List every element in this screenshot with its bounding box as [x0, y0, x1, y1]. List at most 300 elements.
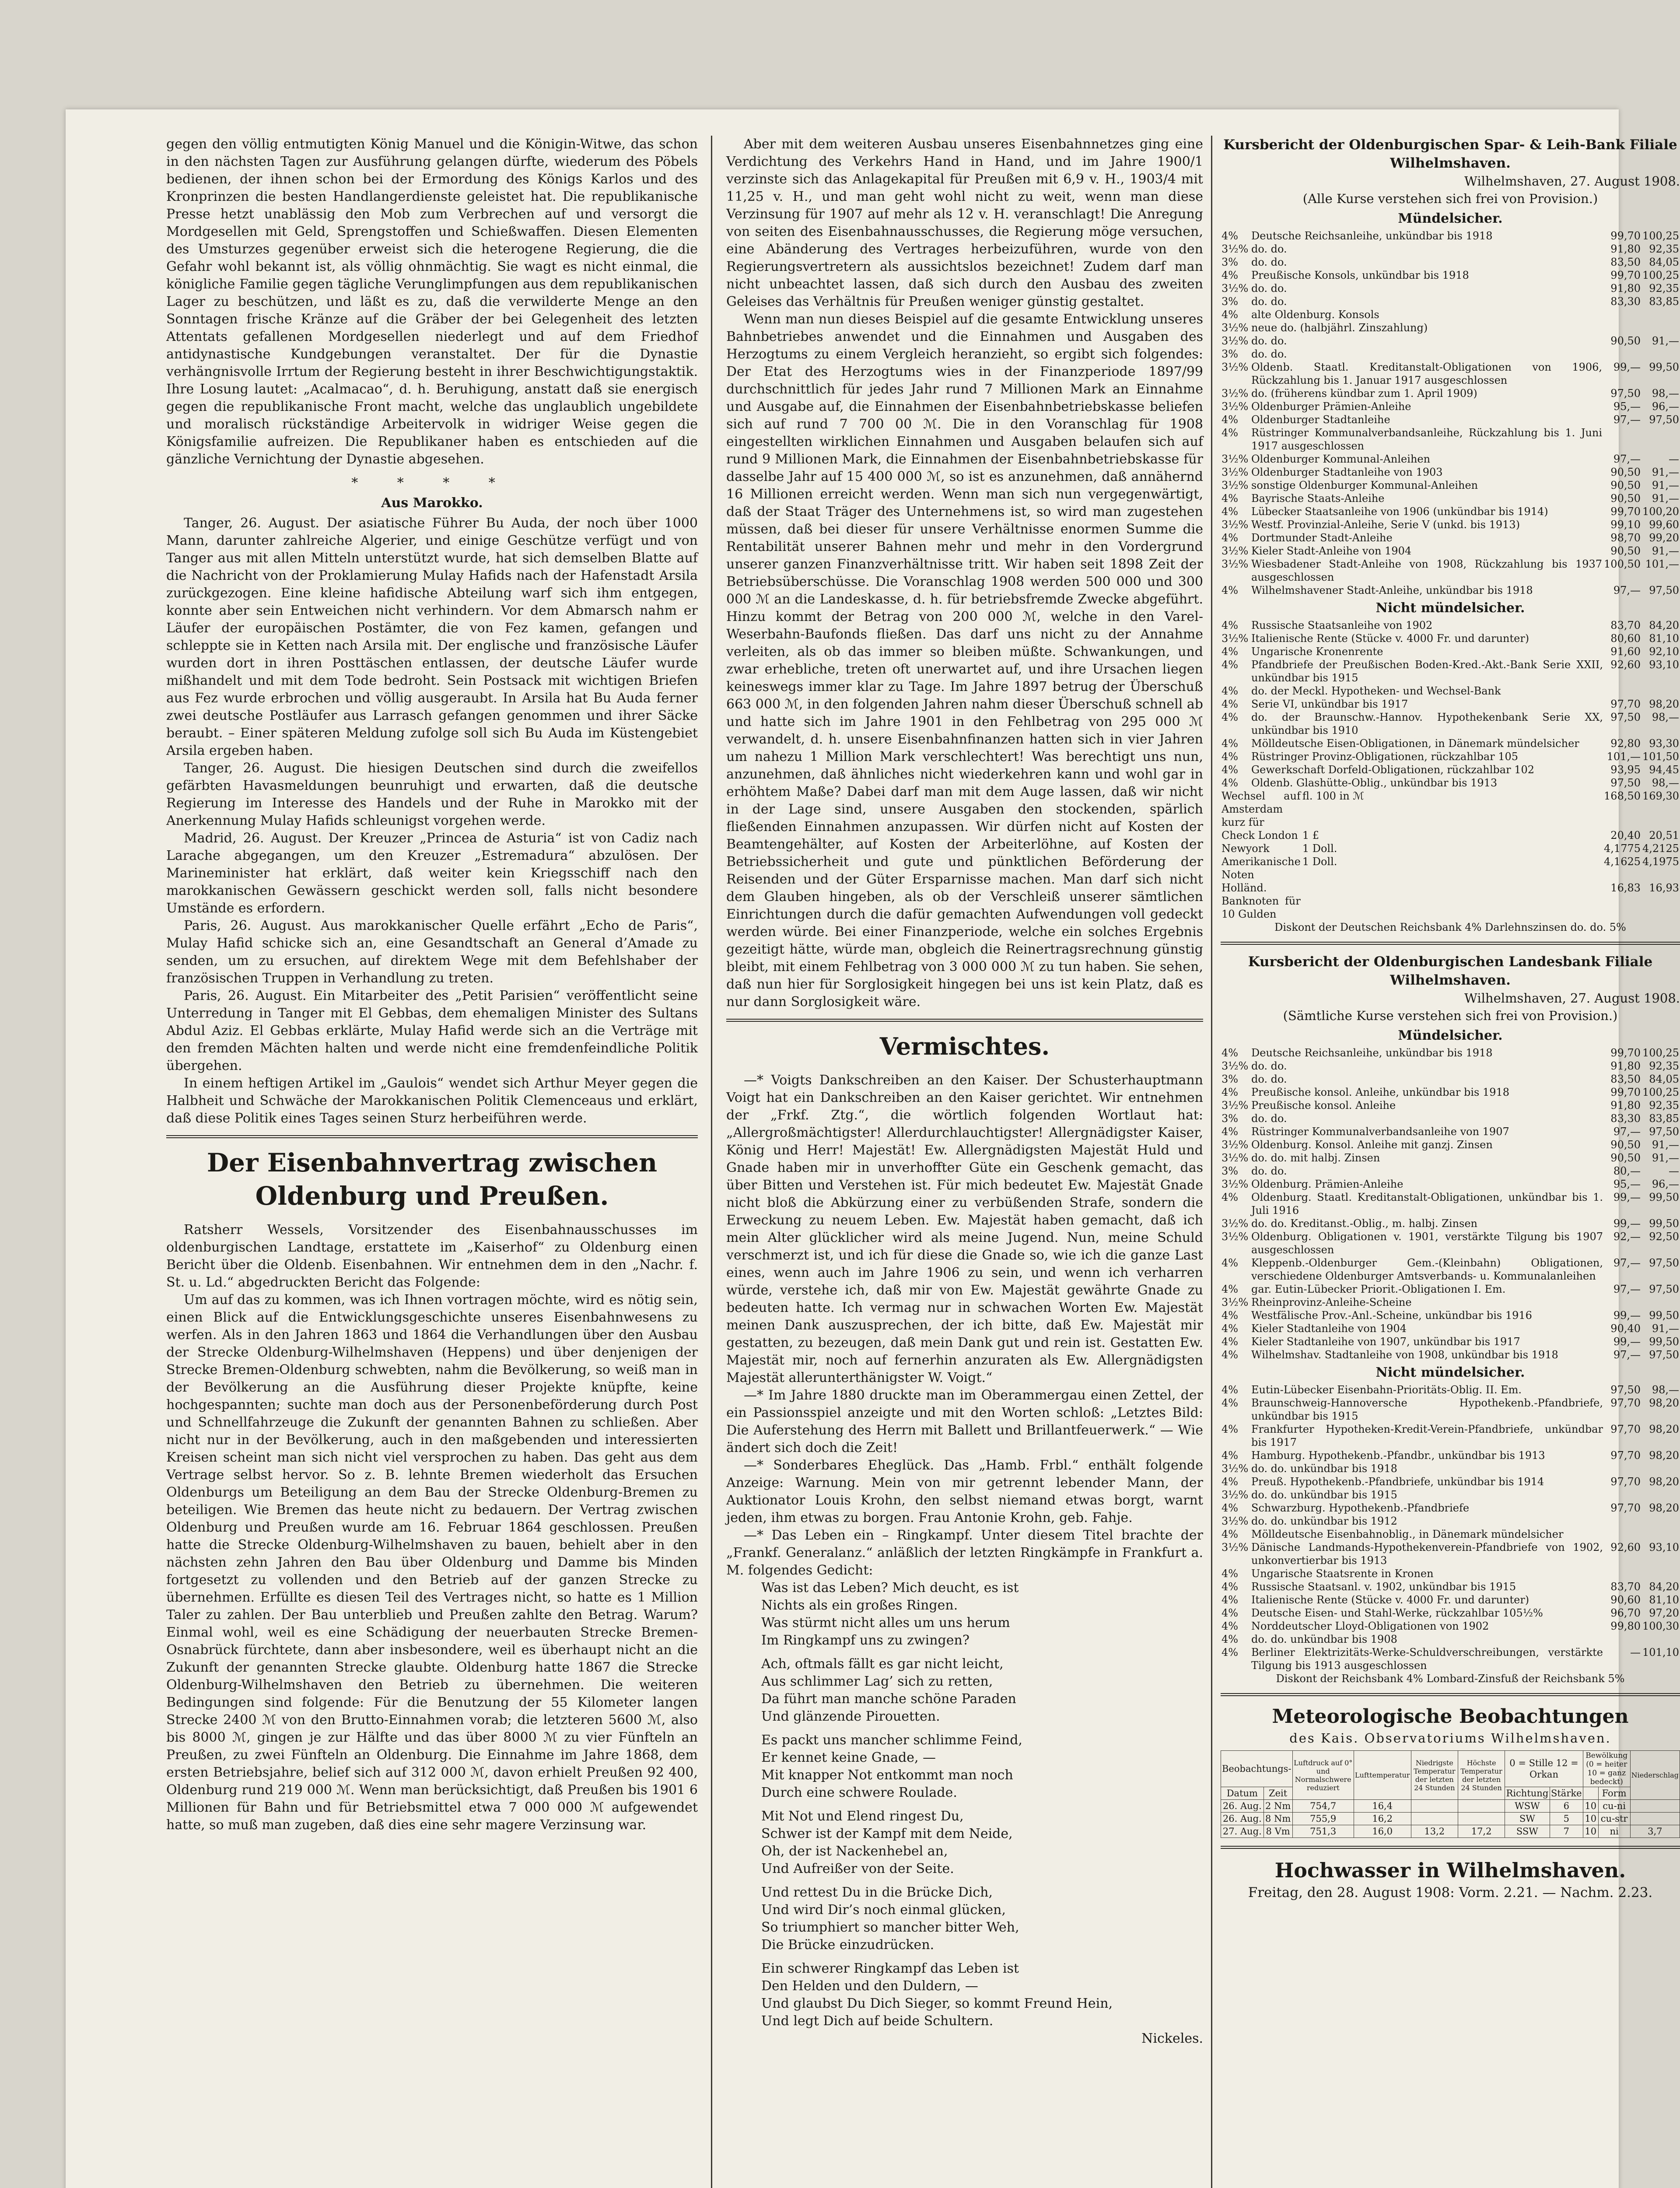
- eisenbahn-paragraph: Aber mit dem weiteren Ausbau unseres Eisenbahnnetzes ging eine Verdichtung des Verkehrs Hand in Hand, und im Jahre 1900/1 verzinste sich das Anlagekapital für Preußen mit 6,9 v. H., 1903/4 mit 11,25 v. H., und man geht wohl nicht zu weit, wenn man diese Verzinsung für 1907 auf mehr als 12 v. H. veranschlagt! Die Anregung von seiten des Eisenbahnausschusses, die Regierung möge versuchen, eine Abänderung des Vertrages herbeizuführen, wurde von den Regierungsvertretern als aussichtslos bezeichnet! Zudem darf man nicht unbeachtet lassen, daß sich durch den Ausbau des zweiten Geleises das Verhältnis für Preußen weniger günstig gestaltet.: [726, 137, 1203, 309]
- rate-cell: Amerikanische Noten: [1222, 856, 1301, 881]
- column-2: [726, 136, 1203, 2048]
- rate-cell: 3%: [1222, 1073, 1239, 1085]
- price-cell: 100,30: [1642, 1620, 1679, 1632]
- kurs-row: [1221, 1383, 1680, 1396]
- price-cell: 91,—: [1652, 1152, 1679, 1164]
- rate-cell: 4%: [1222, 1620, 1239, 1632]
- rate-cell: 4%: [1222, 750, 1239, 763]
- security-name: do. der Meckl. Hypotheken- und Wechsel-Bank: [1251, 685, 1501, 697]
- met-header-form: Form: [1598, 1787, 1630, 1800]
- marokko-article: [166, 515, 698, 1127]
- security-name: Wiesbadener Stadt-Anleihe von 1908, Rückzahlung bis 1937 ausgeschlossen: [1251, 558, 1603, 583]
- security-name: Wilhelmshav. Stadtanleihe von 1908, unkündbar bis 1918: [1251, 1349, 1558, 1361]
- rate-cell: 4%: [1222, 1322, 1239, 1335]
- rate-cell: 4%: [1222, 659, 1239, 671]
- security-name: Deutsche Eisen- und Stahl-Werke, rückzahlbar 105½%: [1251, 1607, 1543, 1619]
- rate-cell: 4%: [1222, 1047, 1239, 1059]
- kurs-row: [1221, 1322, 1680, 1335]
- price-cell: 90,50: [1610, 466, 1641, 478]
- meteorology-cell: SSW: [1505, 1825, 1550, 1838]
- rate-cell: 4%: [1222, 309, 1239, 321]
- eisenbahn-article: [166, 1221, 698, 1834]
- meteorology-cell: 755,9: [1292, 1813, 1354, 1825]
- price-cell: 93,10: [1649, 1541, 1679, 1553]
- rate-cell: 4%: [1222, 1567, 1239, 1580]
- kursbericht-1-table-nicht: [1221, 619, 1680, 789]
- kurs-row: [1221, 282, 1680, 295]
- meteorology-cell: 754,7: [1292, 1800, 1354, 1813]
- kurs-row: [1221, 426, 1680, 452]
- poem-line: Es packt uns mancher schlimme Feind,: [761, 1732, 1022, 1748]
- security-name: Norddeutscher Lloyd-Obligationen von 1902: [1251, 1620, 1489, 1632]
- price-cell: 98,70: [1610, 532, 1641, 544]
- security-name: Oldenburger Kommunal-Anleihen: [1251, 453, 1431, 465]
- price-cell: 97,50: [1610, 777, 1641, 789]
- price-cell: 91,80: [1610, 1060, 1641, 1072]
- security-name: do. do. unkündbar bis 1915: [1251, 1489, 1397, 1501]
- rate-cell: 3½%: [1222, 282, 1249, 295]
- price-cell: [1642, 1633, 1680, 1646]
- meteorology-cell: cu-ni: [1598, 1800, 1630, 1813]
- meteorology-cell: 16,0: [1354, 1825, 1411, 1838]
- price-cell: 98,20: [1649, 1476, 1679, 1488]
- price-cell: [1642, 1462, 1680, 1475]
- security-name: 1 Doll.: [1302, 856, 1337, 868]
- eisenbahn-continuation: [726, 136, 1203, 1011]
- rate-cell: 4%: [1222, 1349, 1239, 1361]
- security-name: do. der Braunschw.-Hannov. Hypothekenbank Serie XX, unkündbar bis 1910: [1251, 711, 1603, 736]
- rate-cell: 3½%: [1222, 322, 1249, 334]
- meteorology-table: [1221, 1750, 1680, 1838]
- wechsel-row: [1221, 829, 1680, 842]
- kursbericht-1-diskont: Diskont der Deutschen Reichsbank 4% Darlehnszinsen do. do. 5%: [1274, 921, 1626, 933]
- rate-cell: 4%: [1222, 711, 1239, 723]
- rate-cell: 4%: [1222, 619, 1239, 631]
- met-header-staerke: Stärke: [1550, 1787, 1583, 1800]
- marokko-paragraph: Paris, 26. August. Ein Mitarbeiter des „Petit Parisien“ veröffentlicht seine Unterredung in Tanger mit El Gebbas, dem ehemaligen Minister des Sultans Abdul Aziz. El Gebbas erklärte, Mulay Hafid werde sich an die Verträge mit den fremden Mächten halten und werde nicht eine fremdenfeindliche Politik übergehen.: [166, 988, 698, 1073]
- kurs-row: [1221, 1191, 1680, 1217]
- security-name: Oldenburger Stadtanleihe: [1251, 414, 1390, 426]
- rate-cell: 4%: [1222, 1581, 1239, 1593]
- section-stars: * * * *: [351, 475, 513, 491]
- security-name: Preußische konsol. Anleihe, unkündbar bis 1918: [1251, 1086, 1510, 1098]
- kurs-row: [1221, 619, 1680, 632]
- rate-cell: 4%: [1222, 1191, 1239, 1203]
- poem-line: Und legt Dich auf beide Schultern.: [761, 2013, 994, 2029]
- price-cell: 92,35: [1649, 243, 1679, 255]
- vermischtes-paragraph: —* Voigts Dankschreiben an den Kaiser. Der Schusterhauptmann Voigt hat ein Dankschreiben an den Kaiser gerichtet. Wir entnehmen der „Frkf. Ztg.“, die wörtlich folgenden Wortlaut hat: „Allergroßmächtigster! Allerdurchlauchtigster! Allergnädigster Kaiser, König und Herr! Majestät! Ew. Allergnädigsten Majestät Huld und Gnade haben mir in unverhoffter Güte ein Geschenk gemacht, das über Bitten und Verstehen ist. Für mich bedeutet Ew. Majestät Gnade nicht bloß die Abkürzung einer zu verbüßenden Strafe, sondern die Erweckung zu neuem Leben. Ew. Majestät haben gemacht, daß ich mein Alter glücklicher wird als meine Jugend. Nun, meine Schuld verschmerzt ist, und ich für diese die Gnade so, wie ich die ganze Last eines, wenn auch im Jahre 1906 zu sein, und wenn ich verharren würde, verstehe ich, daß mir von Ew. Majestät gewährte Gnade zu bedeuten hatte. Ich vermag nur in schwachen Worten Ew. Majestät meinen Dank auszusprechen, der ich bitte, daß Ew. Majestät mir gestatten, zu bezeugen, daß mein Dank gut und rein ist. Gestatten Ew. Majestät mir, noch auf fernerhin anzuraten als Ew. Allergnädigsten Majestät allerunterthänigster W. Voigt.“: [726, 1073, 1203, 1385]
- security-name: Westf. Provinzial-Anleihe, Serie V (unkd. bis 1913): [1251, 519, 1520, 531]
- column-separator: [1211, 136, 1212, 2188]
- price-cell: 97,70: [1610, 1397, 1641, 1409]
- price-cell: 95,—: [1613, 400, 1641, 413]
- rate-cell: 3½%: [1222, 519, 1249, 531]
- price-cell: [1642, 1515, 1680, 1528]
- rate-cell: 3½%: [1222, 1541, 1249, 1553]
- hochwasser-title: Hochwasser in Wilhelmshaven.: [1274, 1858, 1626, 1882]
- price-cell: —: [1669, 453, 1679, 465]
- price-cell: [1603, 321, 1642, 334]
- security-name: Kieler Stadt-Anleihe von 1904: [1251, 545, 1412, 557]
- price-cell: 99,60: [1649, 519, 1679, 531]
- rate-cell: 4%: [1222, 505, 1239, 518]
- vermischtes-title: Vermischtes.: [879, 1032, 1050, 1060]
- kursbericht-1-date: Wilhelmshaven, 27. August 1908.: [1464, 174, 1680, 189]
- rate-cell: 4%: [1222, 1528, 1239, 1540]
- kurs-row: [1221, 737, 1680, 750]
- column-1: [166, 136, 698, 1834]
- security-name: Gewerkschaft Dorfeld-Obligationen, rückzahlbar 102: [1251, 764, 1535, 776]
- security-name: Rüstringer Provinz-Obligationen, rückzahlbar 105: [1251, 750, 1519, 763]
- price-cell: [1642, 1528, 1680, 1541]
- meteorology-cell: [1411, 1800, 1458, 1813]
- price-cell: 97,50: [1610, 711, 1641, 723]
- kurs-row: [1221, 479, 1680, 492]
- rate-cell: 4%: [1222, 1283, 1239, 1295]
- security-name: do. do.: [1251, 335, 1287, 347]
- price-cell: [1642, 1488, 1680, 1501]
- meteorology-cell: 16,2: [1354, 1813, 1411, 1825]
- price-cell: 99,—: [1613, 1191, 1641, 1203]
- security-name: Preuß. Hypothekenb.-Pfandbriefe, unkündbar bis 1914: [1251, 1476, 1544, 1488]
- security-name: Lübecker Staatsanleihe von 1906 (unkündbar bis 1914): [1251, 505, 1548, 518]
- security-name: Kieler Stadtanleihe von 1907, unkündbar bis 1917: [1251, 1336, 1520, 1348]
- rate-cell: 4%: [1222, 492, 1239, 505]
- security-name: Rüstringer Kommunalverbandsanleihe von 1907: [1251, 1126, 1509, 1138]
- kurs-row: [1221, 505, 1680, 518]
- price-cell: [1604, 1567, 1642, 1580]
- kurs-row: [1221, 1593, 1680, 1606]
- kurs-row: [1221, 361, 1680, 387]
- security-name: Preußische konsol. Anleihe: [1251, 1099, 1396, 1112]
- newspaper-page: [66, 109, 1680, 2188]
- meteorology-cell: [1458, 1800, 1505, 1813]
- price-cell: 97,50: [1649, 1257, 1679, 1269]
- rate-cell: 3½%: [1222, 479, 1249, 491]
- price-cell: 99,50: [1649, 1309, 1679, 1322]
- kurs-row: [1221, 1475, 1680, 1488]
- kurs-row: [1221, 1164, 1680, 1178]
- security-name: do. do.: [1251, 243, 1287, 255]
- kurs-row: [1221, 295, 1680, 308]
- security-name: Oldenb. Staatl. Kreditanstalt-Obligationen von 1906, Rückzahlung bis 1. Januar 1917 ausgeschlossen: [1251, 361, 1603, 386]
- met-header-min: Niedrigste Temperatur der letzten 24 Stunden: [1411, 1751, 1458, 1800]
- security-name: [1302, 881, 1603, 921]
- met-header-luftdruck: Luftdruck auf 0° und Normalschwere reduziert: [1292, 1751, 1354, 1800]
- kursbericht-1-table-wechsel: [1221, 789, 1680, 921]
- kurs-row: [1221, 1646, 1680, 1672]
- price-cell: 98,20: [1649, 1397, 1679, 1409]
- kurs-row: [1221, 1230, 1680, 1256]
- price-cell: [1604, 1515, 1642, 1528]
- price-cell: 92,60: [1610, 659, 1641, 671]
- kurs-row: [1221, 452, 1680, 466]
- price-cell: [1604, 684, 1642, 698]
- price-cell: 90,50: [1610, 1139, 1641, 1151]
- security-name: Rheinprovinz-Anleihe-Scheine: [1251, 1296, 1412, 1308]
- kurs-row: [1221, 400, 1680, 413]
- met-header-grad: [1583, 1787, 1598, 1800]
- price-cell: 101,—: [1606, 750, 1641, 763]
- kurs-row: [1221, 1423, 1680, 1449]
- wechsel-row: [1221, 881, 1680, 921]
- rate-cell: 4%: [1222, 269, 1239, 281]
- rate-cell: 4%: [1222, 1607, 1239, 1619]
- price-cell: 83,50: [1610, 256, 1641, 268]
- kurs-row: [1221, 1309, 1680, 1322]
- kurs-row: [1221, 387, 1680, 400]
- price-cell: 99,50: [1649, 1217, 1679, 1230]
- rate-cell: 4%: [1222, 1633, 1239, 1645]
- security-name: Wilhelmshavener Stadt-Anleihe, unkündbar bis 1918: [1251, 584, 1533, 596]
- price-cell: 99,70: [1610, 230, 1641, 242]
- kurs-row: [1221, 711, 1680, 737]
- rate-cell: 4%: [1222, 1397, 1239, 1409]
- security-name: Mölldeutsche Eisenbahnoblig., in Dänemark mündelsicher: [1251, 1528, 1564, 1540]
- security-name: Frankfurter Hypotheken-Kredit-Verein-Pfandbriefe, unkündbar bis 1917: [1251, 1423, 1603, 1448]
- poem-line: Und wird Dir’s noch einmal glücken,: [761, 1902, 1006, 1918]
- poem-line: Er kennet keine Gnade, —: [761, 1750, 936, 1765]
- price-cell: 91,—: [1652, 466, 1679, 478]
- kurs-row: [1221, 544, 1680, 558]
- kursbericht-2-diskont: Diskont der Reichsbank 4% Lombard-Zinsfuß der Reichsbank 5%: [1276, 1673, 1625, 1685]
- kurs-row: [1221, 1620, 1680, 1633]
- eisenbahn-title: Der Eisenbahnvertrag zwischen Oldenburg und Preußen.: [206, 1148, 658, 1211]
- meteorology-cell: ni: [1598, 1825, 1630, 1838]
- rate-cell: 3½%: [1222, 1099, 1249, 1112]
- price-cell: 99,50: [1649, 1336, 1679, 1348]
- kurs-row: [1221, 1335, 1680, 1348]
- security-name: do. do.: [1251, 1060, 1287, 1072]
- price-cell: 98,—: [1652, 777, 1679, 789]
- met-header-niederschlag: Niederschlag: [1630, 1751, 1680, 1800]
- price-cell: 99,70: [1610, 1086, 1641, 1098]
- kurs-row: [1221, 684, 1680, 698]
- meteorology-cell: SW: [1505, 1813, 1550, 1825]
- price-cell: [1642, 426, 1680, 452]
- security-name: Oldenb. Glashütte-Oblig., unkündbar bis 1913: [1251, 777, 1498, 789]
- rate-cell: 4%: [1222, 414, 1239, 426]
- price-cell: 100,20: [1642, 505, 1679, 518]
- meteorology-cell: [1630, 1800, 1680, 1813]
- price-cell: 90,50: [1610, 335, 1641, 347]
- poem-line: Ein schwerer Ringkampf das Leben ist: [761, 1961, 1019, 1976]
- rate-cell: Newyork: [1222, 842, 1270, 855]
- kurs-row: [1221, 1151, 1680, 1164]
- vermischtes-paragraph: —* Sonderbares Eheglück. Das „Hamb. Frbl.“ enthält folgende Anzeige: Warnung. Mein von mir getrennt lebender Mann, der Auktionator Louis Krohn, den selbst niemand etwas borgt, warnt jeden, ihm etwas zu borgen. Frau Antonie Krohn, geb. Fahje.: [726, 1458, 1203, 1525]
- kursbericht-1-section-nicht: Nicht mündelsicher.: [1376, 600, 1525, 616]
- price-cell: 97,20: [1649, 1607, 1679, 1619]
- price-cell: 100,25: [1642, 1047, 1679, 1059]
- poem-line: Und glaubst Du Dich Sieger, so kommt Freund Hein,: [761, 1996, 1113, 2011]
- meteorology-row: [1221, 1800, 1680, 1813]
- price-cell: 92,35: [1649, 282, 1679, 295]
- kurs-row: [1221, 229, 1680, 242]
- kurs-row: [1221, 1178, 1680, 1191]
- meteorology-cell: 26. Aug.: [1221, 1800, 1264, 1813]
- kursbericht-2-table-nicht: [1221, 1383, 1680, 1672]
- security-name: gar. Eutin-Lübecker Priorit.-Obligationen I. Em.: [1251, 1283, 1506, 1295]
- meteorology-title: Meteorologische Beobachtungen: [1272, 1705, 1629, 1728]
- price-cell: 97,70: [1610, 698, 1641, 710]
- price-cell: 97,70: [1610, 1423, 1641, 1435]
- security-name: Westfälische Prov.-Anl.-Scheine, unkündbar bis 1916: [1251, 1309, 1532, 1322]
- kurs-row: [1221, 1462, 1680, 1475]
- rate-cell: 3½%: [1222, 1178, 1249, 1190]
- poem: [726, 1579, 1203, 2030]
- security-name: Dänische Landmands-Hypothekenverein-Pfandbriefe von 1902, unkonvertierbar bis 1913: [1251, 1541, 1603, 1567]
- rate-cell: 3½%: [1222, 335, 1249, 347]
- rate-cell: 3½%: [1222, 1515, 1249, 1527]
- kurs-row: [1221, 645, 1680, 658]
- price-cell: 95,—: [1613, 1178, 1641, 1190]
- kurs-row: [1221, 1567, 1680, 1580]
- price-cell: 4,2125: [1642, 842, 1679, 855]
- price-cell: 83,50: [1610, 1073, 1641, 1085]
- meteorology-cell: 26. Aug.: [1221, 1813, 1264, 1825]
- kurs-row: [1221, 1125, 1680, 1138]
- security-name: Rüstringer Kommunalverbandsanleihe, Rückzahlung bis 1. Juni 1917 ausgeschlossen: [1251, 427, 1603, 452]
- poem-line: Oh, der ist Nackenhebel an,: [761, 1844, 948, 1859]
- price-cell: 99,—: [1613, 1309, 1641, 1322]
- security-name: do. do.: [1251, 295, 1287, 308]
- rate-cell: 3½%: [1222, 1139, 1249, 1151]
- price-cell: 93,10: [1649, 659, 1679, 671]
- poem-line: Was ist das Leben? Mich deucht, es ist: [761, 1580, 1019, 1595]
- price-cell: 92,—: [1613, 1231, 1641, 1243]
- price-cell: 20,40: [1610, 829, 1641, 842]
- rate-cell: 3½%: [1222, 1231, 1249, 1243]
- marokko-paragraph: Tanger, 26. August. Der asiatische Führer Bu Auda, der noch über 1000 Mann, darunter zahlreiche Algerier, und einige Geschütze verfügt und von Tanger aus mit allen Mitteln unterstützt wurde, hat sich demselben Blatte auf die Nachricht von der Proklamierung Mulay Hafids nach der Hafenstadt Arsila zurückgezogen. Eine kleine hafidische Abteilung warf sich ihm entgegen, konnte aber sein Entweichen nicht verhindern. Vor dem Abmarsch nahm er Läufer der europäischen Postämter, die von Fez kamen, gefangen und schleppte sie in Ketten nach Arsila mit. Der englische und französische Läufer wurden dort in ihren Posttäschen entlassen, der deutsche Läufer wurde mißhandelt und mit dem Tode bedroht. Sein Postsack mit wichtigen Briefen aus Fez wurde erbrochen und völlig ausgeraubt. In Arsila hat Bu Auda ferner zwei deutsche Postläufer aus Larrasch gefangen genommen und ihrer Säcke beraubt. – Einer späteren Meldung zufolge soll sich Bu Auda im Küstengebiet Arsila ergeben haben.: [166, 515, 698, 758]
- meteorology-cell: 27. Aug.: [1221, 1825, 1264, 1838]
- security-name: do. do. Kreditanst.-Oblig., m. halbj. Zinsen: [1251, 1217, 1477, 1230]
- rate-cell: Check London: [1222, 829, 1298, 842]
- rate-cell: 3½%: [1222, 453, 1249, 465]
- kurs-row: [1221, 518, 1680, 531]
- price-cell: 97,—: [1613, 1257, 1641, 1269]
- security-name: neue do. (halbjährl. Zinszahlung): [1251, 322, 1428, 334]
- price-cell: 84,20: [1649, 619, 1679, 631]
- kurs-row: [1221, 269, 1680, 282]
- price-cell: 97,—: [1613, 584, 1641, 596]
- marokko-paragraph: Paris, 26. August. Aus marokkanischer Quelle erfährt „Echo de Paris“, Mulay Hafid schicke sich an, eine Gesandtschaft an General d’Amade zu senden, um zu ersuchen, auf direktem Wege mit dem Befehlshaber der französischen Truppen in Verhandlung zu treten.: [166, 918, 698, 986]
- meteorology-cell: 8 Vm: [1264, 1825, 1292, 1838]
- rate-cell: 3½%: [1222, 1462, 1249, 1475]
- kurs-row: [1221, 334, 1680, 347]
- price-cell: 92,10: [1649, 645, 1679, 658]
- kurs-row: [1221, 1633, 1680, 1646]
- security-name: Oldenburger Prämien-Anleihe: [1251, 400, 1411, 413]
- poem-line: Durch eine schwere Roulade.: [761, 1785, 957, 1800]
- rate-cell: 4%: [1222, 230, 1239, 242]
- kurs-row: [1221, 1086, 1680, 1099]
- price-cell: 99,50: [1649, 1191, 1679, 1203]
- kurs-row: [1221, 1073, 1680, 1086]
- kurs-row: [1221, 1488, 1680, 1501]
- rate-cell: 4%: [1222, 1476, 1239, 1488]
- price-cell: 90,40: [1610, 1322, 1641, 1335]
- price-cell: 83,30: [1610, 295, 1641, 308]
- section-rule: [166, 1135, 698, 1138]
- kurs-row: [1221, 1217, 1680, 1230]
- poem-line: Aus schlimmer Lag’ sich zu retten,: [761, 1674, 993, 1689]
- price-cell: [1604, 1528, 1642, 1541]
- rate-cell: 4%: [1222, 1502, 1239, 1514]
- price-cell: 4,1625: [1604, 856, 1641, 868]
- security-name: Ungarische Staatsrente in Kronen: [1251, 1567, 1434, 1580]
- price-cell: 98,20: [1649, 1449, 1679, 1462]
- kurs-row: [1221, 1501, 1680, 1515]
- security-name: Braunschweig-Hannoversche Hypothekenb.-Pfandbriefe, unkündbar bis 1915: [1251, 1397, 1603, 1422]
- price-cell: [1642, 308, 1680, 321]
- poem-line: So triumphiert so mancher bitter Weh,: [761, 1920, 1019, 1935]
- kurs-row: [1221, 1396, 1680, 1423]
- kurs-row: [1221, 558, 1680, 584]
- vermischtes-paragraph: —* Im Jahre 1880 druckte man im Oberammergau einen Zettel, der ein Passionsspiel anzeigte und mit den Worten schloß: „Letztes Bild: Die Auferstehung des Herrn mit Ballett und Brillantfeuerwerk.“ — Wie ändert sich doch die Zeit!: [726, 1388, 1203, 1455]
- poem-stanza-break: [761, 1878, 1203, 1884]
- price-cell: [1604, 1462, 1642, 1475]
- meteorology-cell: WSW: [1505, 1800, 1550, 1813]
- price-cell: 97,50: [1649, 1349, 1679, 1361]
- price-cell: [1603, 347, 1642, 361]
- security-name: do. do. unkündbar bis 1908: [1251, 1633, 1397, 1645]
- rate-cell: 4%: [1222, 1086, 1239, 1098]
- poem-stanza-break: [761, 1802, 1203, 1808]
- rate-cell: 3%: [1222, 348, 1239, 360]
- security-name: 1 £: [1302, 829, 1320, 842]
- rate-cell: 4%: [1222, 777, 1239, 789]
- wechsel-row: [1221, 842, 1680, 855]
- price-cell: 99,10: [1610, 519, 1641, 531]
- kurs-row: [1221, 1606, 1680, 1620]
- security-name: Italienische Rente (Stücke v. 4000 Fr. und darunter): [1251, 1594, 1530, 1606]
- kursbericht-2-title: Kursbericht der Oldenburgischen Landesbank Filiale Wilhelmshaven.: [1248, 954, 1653, 988]
- rate-cell: 4%: [1222, 698, 1239, 710]
- price-cell: 97,50: [1649, 414, 1679, 426]
- eisenbahn-paragraph: Ratsherr Wessels, Vorsitzender des Eisenbahnausschusses im oldenburgischen Landtage, erstattete im „Kaiserhof“ zu Oldenburg einen Bericht über die Oldenb. Eisenbahnen. Wir entnehmen dem in den „Nachr. f. St. u. Ld.“ abgedruckten Bericht das Folgende:: [166, 1222, 698, 1290]
- poem-signature: Nickeles.: [1141, 2031, 1203, 2046]
- price-cell: 97,50: [1649, 1126, 1679, 1138]
- security-name: Oldenburg. Konsol. Anleihe mit ganzj. Zinsen: [1251, 1139, 1493, 1151]
- wechsel-row: [1221, 789, 1680, 829]
- kurs-row: [1221, 1580, 1680, 1593]
- kurs-row: [1221, 321, 1680, 334]
- security-name: Italienische Rente (Stücke v. 4000 Fr. und darunter): [1251, 632, 1530, 645]
- kursbericht-2-subtitle: (Sämtliche Kurse verstehen sich frei von Provision.): [1283, 1008, 1618, 1023]
- section-rule: [726, 1019, 1203, 1022]
- security-name: Serie VI, unkündbar bis 1917: [1251, 698, 1408, 710]
- kurs-row: [1221, 776, 1680, 789]
- price-cell: [1642, 1567, 1680, 1580]
- price-cell: 97,70: [1610, 1476, 1641, 1488]
- security-name: Berliner Elektrizitäts-Werke-Schuldverschreibungen, verstärkte Tilgung bis 1913 ausgeschlossen: [1251, 1646, 1603, 1672]
- poem-line: Die Brücke einzudrücken.: [761, 1937, 934, 1953]
- rate-cell: 4%: [1222, 764, 1239, 776]
- price-cell: 84,20: [1649, 1581, 1679, 1593]
- rate-cell: 4%: [1222, 685, 1239, 697]
- meteorology-cell: 16,4: [1354, 1800, 1411, 1813]
- meteorology-cell: 751,3: [1292, 1825, 1354, 1838]
- price-cell: 90,50: [1610, 492, 1641, 505]
- price-cell: [1642, 347, 1680, 361]
- kursbericht-1-title: Kursbericht der Oldenburgischen Spar- & Leih-Bank Filiale Wilhelmshaven.: [1223, 137, 1677, 171]
- rate-cell: 4%: [1222, 584, 1239, 596]
- kursbericht-1-section-muendelsicher: Mündelsicher.: [1398, 211, 1503, 226]
- security-name: Kleppenb.-Oldenburger Gem.-(Kleinbahn) Obligationen, verschiedene Oldenburger Amtsverbands- u. Kommunalanleihen: [1251, 1257, 1603, 1282]
- meteorology-cell: 17,2: [1458, 1825, 1505, 1838]
- meteorology-cell: 6: [1550, 1800, 1583, 1813]
- price-cell: 99,—: [1613, 1217, 1641, 1230]
